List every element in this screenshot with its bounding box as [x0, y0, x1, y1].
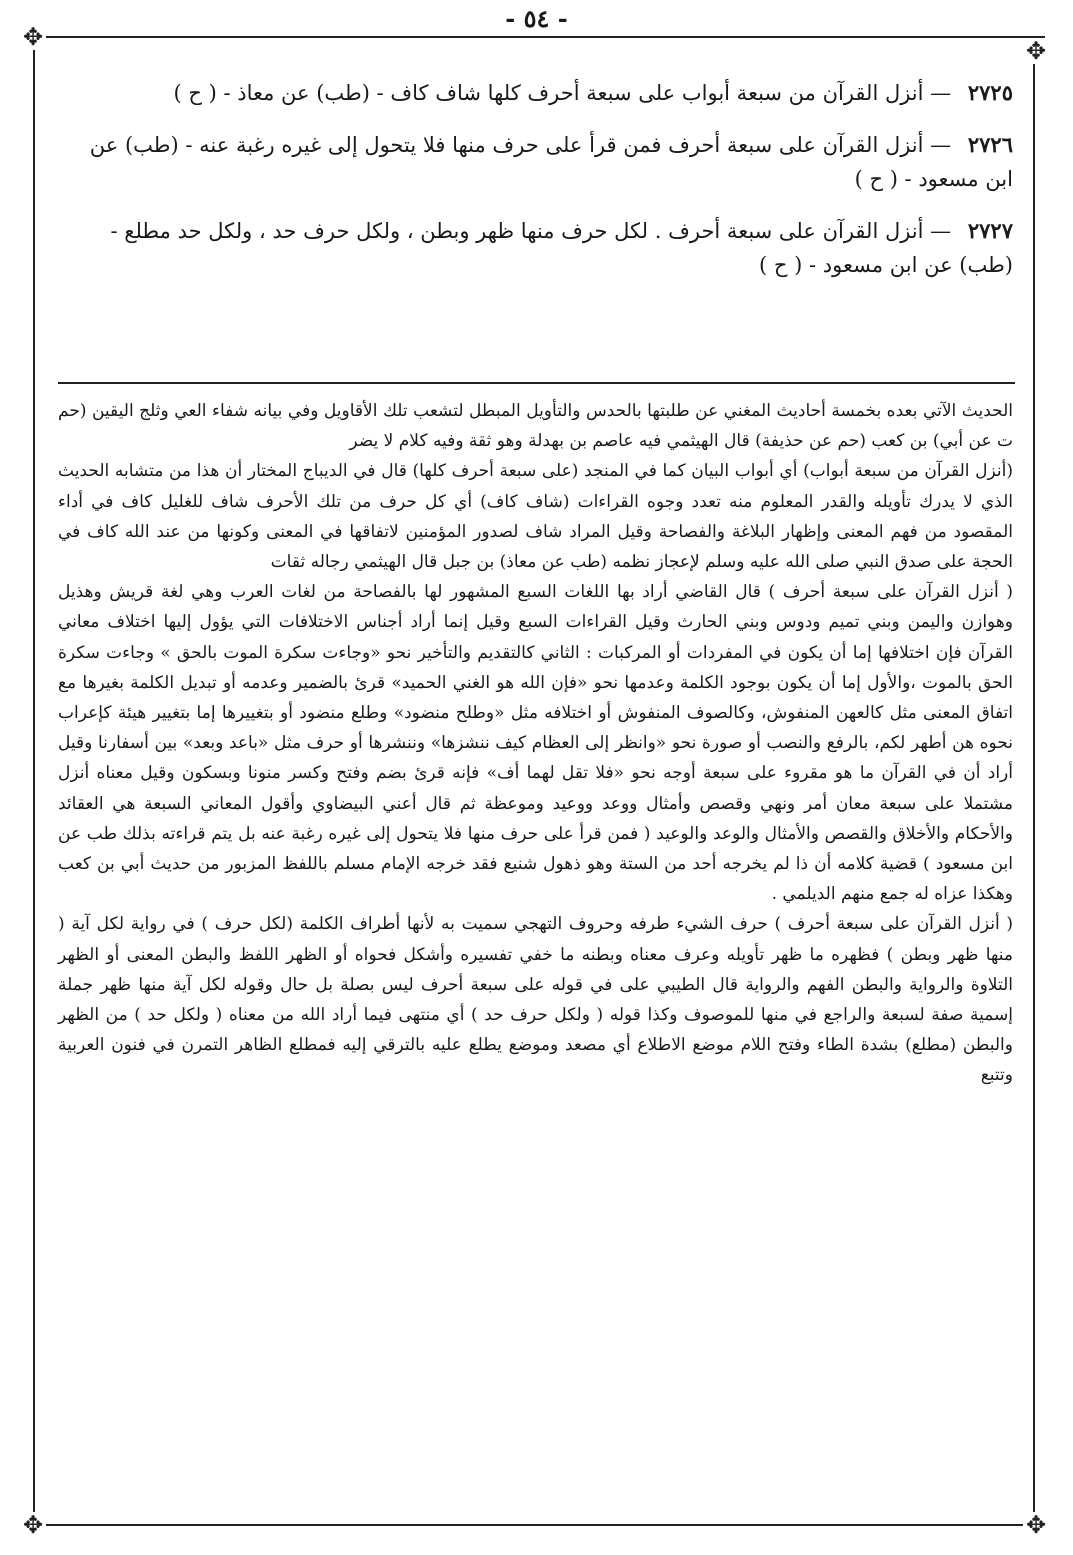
hadith-number: ٢٧٢٧: [967, 218, 1013, 243]
hadith-entry: [63, 214, 1013, 282]
hadith-number: ٢٧٢٥: [967, 80, 1013, 105]
frame-bottom-border: [28, 1524, 1045, 1526]
section-divider: [58, 382, 1015, 384]
commentary-section: [58, 396, 1013, 1091]
hadith-number: ٢٧٢٦: [967, 132, 1013, 157]
corner-ornament-icon: ✥: [20, 24, 46, 50]
commentary-paragraph: (أنزل القرآن من سبعة أبواب) أي أبواب البيان كما في المنجد (على سبعة أحرف كلها) قال في الديباج المختار أن هذا من متشابه الحديث الذي لا يدرك تأويله والقدر المعلوم منه تعدد وجوه القراءات (شاف كاف) أي كل حرف من تلك الأحرف شاف للغليل كاف في أداء المقصود من فهم المعنى وإظهار البلاغة والفصاحة وقيل المراد شاف لصدور المؤمنين لاتفاقها في المعنى وكونها من عند الله كاف في الحجة على صدق النبي صلى الله عليه وسلم لإعجاز نظمه (طب عن معاذ) بن جبل قال الهيثمي رجاله ثقات: [58, 461, 1013, 573]
page-number: - ٥٤ -: [505, 4, 568, 33]
frame-left-border: [33, 40, 35, 1520]
hadith-entries: [63, 76, 1013, 300]
frame-top-border: [28, 36, 1045, 38]
corner-ornament-icon: ✥: [1023, 38, 1049, 64]
frame-right-border: [1033, 50, 1035, 1520]
corner-ornament-icon: ✥: [20, 1512, 46, 1538]
commentary-paragraph: الحديث الآتي بعده بخمسة أحاديث المغني عن طلبتها بالحدس والتأويل المبطل لتشعب تلك الأقاويل وفي بيانه شفاء العي وثلج اليقين (حم ت عن أبي) بن كعب (حم عن حذيفة) قال الهيثمي فيه عاصم بن بهدلة وهو ثقة وفيه كلام لا يضر: [58, 401, 1013, 452]
hadith-text: أنزل القرآن على سبعة أحرف فمن قرأ على حرف منها فلا يتحول إلى غيره رغبة عنه - (طب) عن ابن مسعود - ( ح ): [89, 133, 1013, 191]
hadith-text: أنزل القرآن من سبعة أبواب على سبعة أحرف كلها شاف كاف - (طب) عن معاذ - ( ح ): [173, 81, 924, 105]
commentary-paragraph: ( أنزل القرآن على سبعة أحرف ) قال القاضي أراد بها اللغات السبع المشهور لها بالفصاحة من لغات العرب وهي لغة قريش وهذيل وهوازن واليمن وبني تميم ودوس وبني الحارث وقيل القراءات السبع وقيل إنما أراد أجناس الاختلافات التي يؤول إليها اختلاف معاني القرآن فإن اختلافها إما أن يكون في المفردات أو المركبات : الثاني كالتقديم والتأخير نحو «وجاءت سكرة الموت بالحق » وجاءت سكرة الحق بالموت ،والأول إما أن يكون بوجود الكلمة وعدمها نحو «فإن الله هو الغني الحميد» قرئ بالضمير وعدمه أو تبديل الكلمة بغيرها مع اتفاق المعنى مثل كالعهن المنفوش، وكالصوف المنفوش أو اختلافه مثل «وطلح منضود» وطلع منضود أو بتغييرها إما بتغيير هيئة كإعراب نحوه هن أطهر لكم، بالرفع والنصب أو صورة نحو «وانظر إلى العظام كيف ننشزها» وننشرها أو حرف مثل «باعد وبعد» بين أسفارنا وقيل أراد أن في القرآن ما هو مقروء على سبعة أوجه نحو «فلا تقل لهما أف» فإنه قرئ بضم وفتح وكسر منونا وبسكون وقيل معناه أنزل مشتملا على سبعة معان أمر ونهي وقصص وأمثال ووعد ووعيد وموعظة ثم قال أعني البيضاوي وأقول المعاني السبعة هي العقائد والأحكام والأخلاق والقصص والأمثال والوعد والوعيد ( فمن قرأ على حرف منها فلا يتحول إلى غيره رغبة عنه بل يتم قراءته بذلك طب عن ابن مسعود ) قضية كلامه أن ذا لم يخرجه أحد من الستة وهو ذهول شنيع فقد خرجه الإمام مسلم باللفظ المزبور من حديث أبي بن كعب وهكذا عزاه له جمع منهم الديلمي .: [58, 582, 1014, 905]
entry-dash: —: [923, 219, 952, 243]
hadith-text: أنزل القرآن على سبعة أحرف . لكل حرف منها ظهر وبطن ، ولكل حرف حد ، ولكل حد مطلع - (طب) عن ابن مسعود - ( ح ): [110, 219, 1013, 277]
entry-dash: —: [923, 133, 952, 157]
hadith-entry: [63, 128, 1013, 196]
commentary-paragraph: ( أنزل القرآن على سبعة أحرف ) حرف الشيء طرفه وحروف التهجي سميت به لأنها أطراف الكلمة (لكل حرف ) في رواية لكل آية ( منها ظهر وبطن ) فظهره ما ظهر تأويله وعرف معناه وبطنه ما خفي تفسيره وأشكل فحواه أو الظهر اللفظ والبطن المعنى أو الظهر التلاوة والرواية والبطن الفهم والرواية قال الطيبي على في قوله على سبعة أحرف ليس بصلة بل حال وقوله لكل آية منها ظهر جملة إسمية صفة لسبعة والراجع في منها للموصوف وكذا قوله ( ولكل حرف حد ) أي منتهى فيما أراد الله من معناه ( ولكل حد ) من الظهر والبطن (مطلع) بشدة الطاء وفتح اللام موضع الاطلاع أي مصعد وموضع يطلع عليه بالترقي إليه فمطلع الظاهر التمرن في فنون العربية وتتبع: [58, 914, 1014, 1086]
entry-dash: —: [923, 81, 952, 105]
corner-ornament-icon: ✥: [1023, 1512, 1049, 1538]
hadith-entry: [63, 76, 1013, 110]
